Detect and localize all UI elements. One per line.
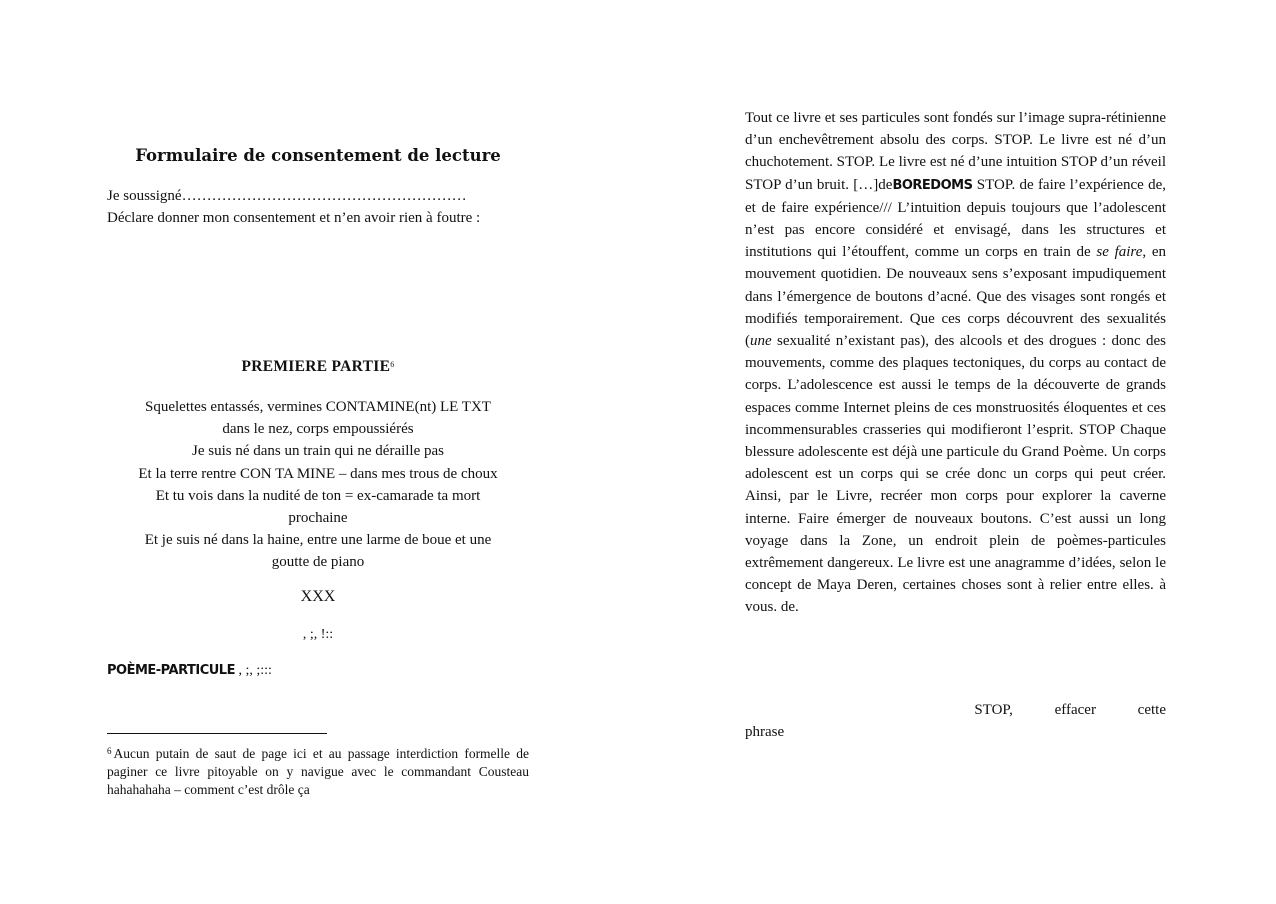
poeme-particule-label: POÈME-PARTICULE (107, 663, 235, 678)
part-title (108, 358, 528, 376)
stop-phrase-line1: STOP, effacer cette (974, 702, 1166, 718)
body-text-part: sexualité n’existant pas), des alcools et des drogues : donc des mouvements, comme des plaques tectoniques, du corps au contact de corps. L’adolescence est aussi le temps de la découverte de grands espaces comme Internet pleins de ces monstruosités éloquentes et ces incommensurables crasseries qui modifieront l’esprit. STOP Chaque blessure adolescente est déjà une particule du Grand Poème. Un corps adolescent est un corps qui se crée donc un corps qui peut créer. Ainsi, par le Livre, recréer mon corps pour explorer la caverne interne. Faire émerger de nouveaux boutons. C’est aussi un long voyage dans la Zone, un endroit plein de poèmes-particules extrêmement dangereux. Le livre est une anagramme d’idées, selon le concept de Maya Deren, certaines choses sont à relier entre elles. à vous. de. (745, 333, 1166, 616)
body-text-part: STOP. de faire l’expérience de, et de faire expérience/// L’intuition depuis toujours que l’adolescent n’est pas encore considéré et envisagé, dans les structures et institutions qui l’étouffent, comme un corps en train de (745, 176, 1167, 261)
footnote-marker: 6 (390, 360, 395, 369)
poeme-particule-punct: , ;, ;::: (234, 663, 272, 678)
poem-line: Et je suis né dans la haine, entre une larme de boue et une (144, 532, 492, 549)
boredoms-label: BOREDOMS (892, 177, 973, 193)
italic-se-faire: se faire (1096, 244, 1143, 261)
punctuation-line: , ;, !:: (302, 627, 334, 642)
poem-line: Squelettes entassés, vermines CONTAMINE(nt) LE TXT (145, 399, 491, 415)
poeme-particule-line (107, 663, 272, 679)
part-title-text: PREMIERE PARTIE (241, 358, 391, 375)
stop-phrase (745, 699, 1166, 743)
footnote (107, 742, 529, 799)
poem-line: Et la terre rentre CON TA MINE – dans mes trous de choux (138, 465, 498, 482)
poem-line: prochaine (288, 510, 348, 527)
poem-line: dans le nez, corps empoussiérés (222, 421, 414, 438)
footnote-text: Aucun putain de saut de page ici et au passage interdiction formelle de paginer ce livre pitoyable on y navigue avec le commandant Cousteau hahahahaha – comment c’est drôle ça (107, 746, 529, 797)
form-signature-line: Je soussigné………………………………………………… (107, 188, 467, 204)
footnote-number: 6 (107, 746, 112, 756)
poem-line: Et tu vois dans la nudité de ton = ex-camarade ta mort (155, 487, 481, 504)
body-text-part: , en mouvement quotidien. De nouveaux sens s’exposant impudiquement dans l’émergence de boutons d’acné. Que des visages sont rongés et modifiés temporairement. Que ces corps découvrent des sexualités ( (745, 244, 1166, 350)
body-paragraph (745, 107, 1166, 619)
footnote-divider (107, 733, 327, 734)
italic-une: une (750, 333, 772, 350)
poem (108, 396, 528, 574)
form-title: Formulaire de consentement de lecture (135, 146, 501, 165)
poem-line: goutte de piano (271, 554, 365, 571)
body-text-part: Tout ce livre et ses particules sont fondés sur l’image supra-rétinienne d’un enchevêtrement absolu des corps. STOP. Le livre est né d’un chuchotement. STOP. Le livre est né d’une intuition STOP d’un réveil STOP d’un bruit. […]de (745, 110, 1166, 193)
section-separator: XXX (300, 588, 336, 605)
poem-line: Je suis né dans un train qui ne déraille pas (191, 443, 445, 460)
stop-phrase-line2: phrase (745, 724, 785, 741)
form-consent-line: Déclare donner mon consentement et n’en avoir rien à foutre : (107, 210, 481, 226)
